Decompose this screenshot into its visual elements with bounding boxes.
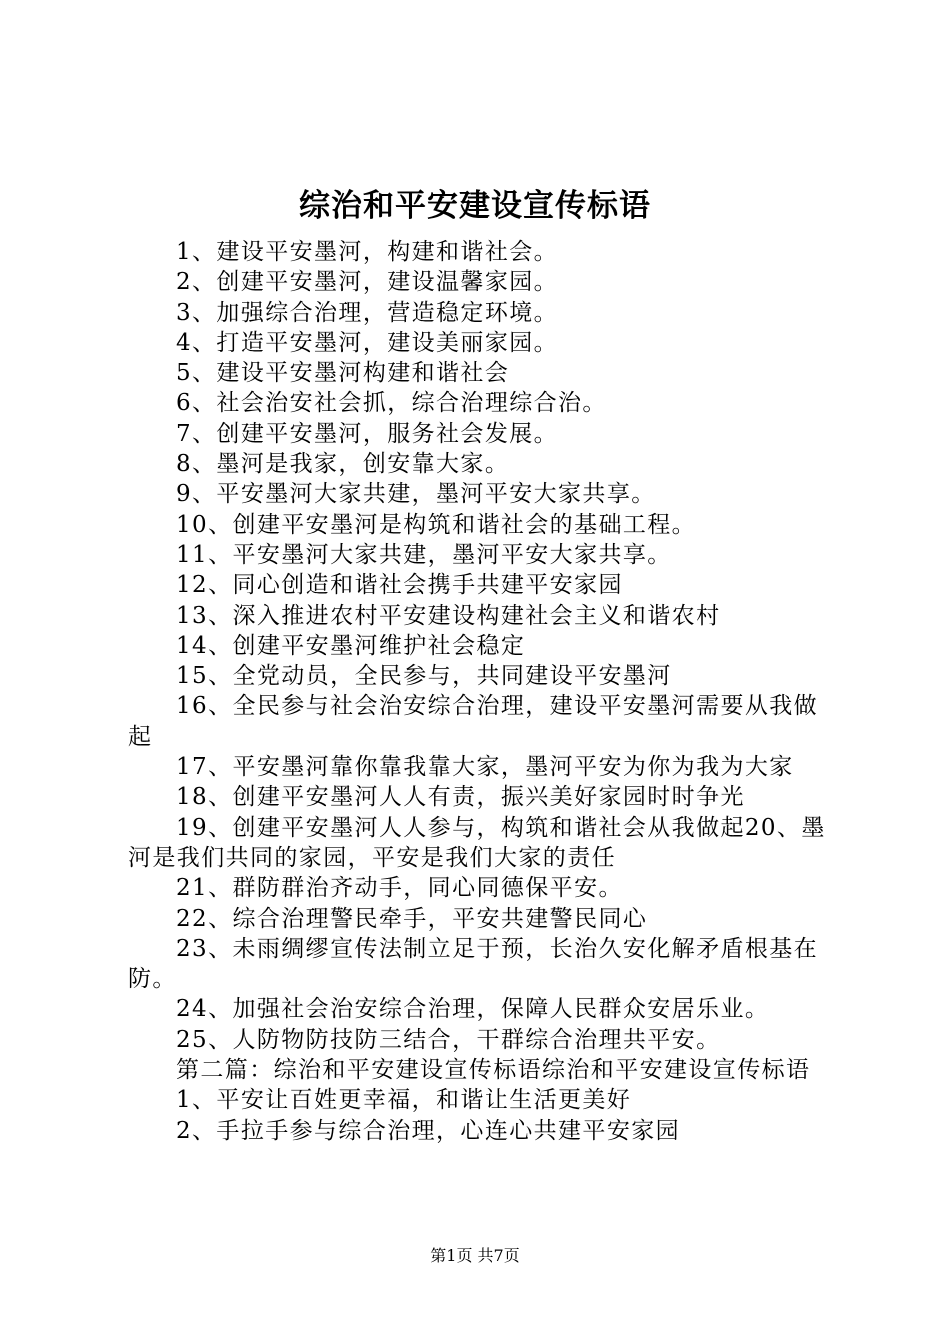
slogan-paragraph: 21、群防群治齐动手，同心同德保平安。 — [176, 875, 623, 902]
slogan-paragraph: 10、创建平安墨河是构筑和谐社会的基础工程。 — [176, 511, 697, 538]
slogan-paragraph: 2、创建平安墨河，建设温馨家园。 — [176, 269, 559, 296]
slogan-paragraph: 25、人防物防技防三结合，干群综合治理共平安。 — [176, 1026, 721, 1053]
slogan-paragraph: 16、全民参与社会治安综合治理，建设平安墨河需要从我做起 — [128, 693, 819, 750]
slogan-paragraph: 3、加强综合治理，营造稳定环境。 — [176, 299, 559, 326]
slogan-paragraph: 24、加强社会治安综合治理，保障人民群众安居乐业。 — [176, 996, 770, 1023]
slogan-paragraph: 4、打造平安墨河，建设美丽家园。 — [176, 329, 559, 356]
slogan-paragraph: 9、平安墨河大家共建，墨河平安大家共享。 — [176, 481, 656, 508]
slogan-paragraph: 22、综合治理警民牵手，平安共建警民同心 — [176, 905, 648, 932]
slogan-paragraph: 23、未雨绸缪宣传法制立足于预，长治久安化解矛盾根基在防。 — [128, 935, 819, 993]
slogan-paragraph: 13、深入推进农村平安建设构建社会主义和谐农村 — [176, 602, 721, 629]
slogan-paragraph: 15、全党动员，全民参与，共同建设平安墨河 — [176, 663, 672, 690]
slogan-paragraph: 8、墨河是我家，创安靠大家。 — [176, 451, 510, 478]
slogan-paragraph: 18、创建平安墨河人人有责，振兴美好家园时时争光 — [176, 784, 745, 811]
slogan-paragraph: 7、创建平安墨河，服务社会发展。 — [176, 420, 559, 447]
slogan-paragraph: 1、建设平安墨河，构建和谐社会。 — [176, 239, 559, 265]
document-body — [128, 237, 834, 1146]
slogan-paragraph: 14、创建平安墨河维护社会稳定 — [176, 632, 526, 659]
slogan-paragraph: 6、社会治安社会抓，综合治理综合治。 — [176, 390, 607, 417]
page-number: 第1页 共7页 — [430, 1246, 520, 1265]
section-heading: 第二篇：综治和平安建设宣传标语综治和平安建设宣传标语 — [176, 1057, 811, 1084]
document-title: 综治和平安建设宣传标语 — [299, 188, 651, 224]
slogan-paragraph: 12、同心创造和谐社会携手共建平安家园 — [176, 572, 623, 599]
slogan-paragraph: 17、平安墨河靠你靠我靠大家，墨河平安为你为我为大家 — [176, 754, 794, 781]
slogan-paragraph: 2、手拉手参与综合治理，心连心共建平安家园 — [176, 1117, 681, 1144]
slogan-paragraph: 1、平安让百姓更幸福，和谐让生活更美好 — [176, 1087, 632, 1114]
slogan-paragraph: 11、平安墨河大家共建，墨河平安大家共享。 — [176, 541, 672, 568]
slogan-paragraph: 5、建设平安墨河构建和谐社会 — [176, 360, 510, 387]
slogan-paragraph: 19、创建平安墨河人人参与，构筑和谐社会从我做起20、墨河是我们共同的家园，平安是我们大家的责任 — [128, 814, 826, 871]
